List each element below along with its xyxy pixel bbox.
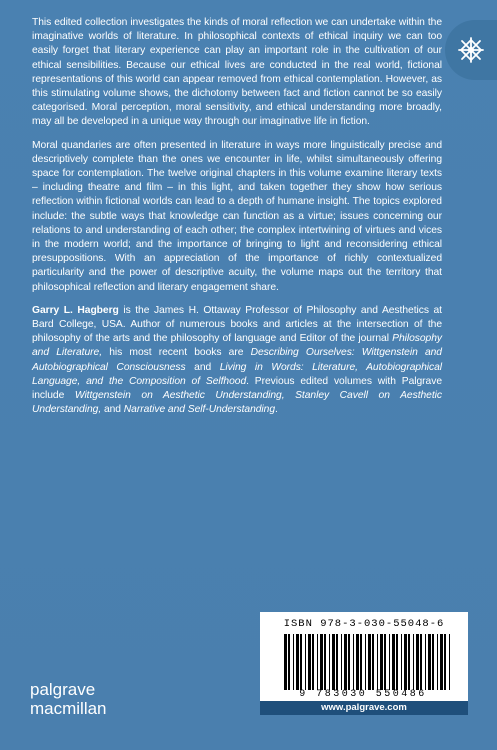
barcode-bar: [404, 634, 407, 690]
bio-text: his most recent books are: [102, 347, 251, 359]
barcode-bar: [372, 634, 374, 690]
publisher-url[interactable]: www.palgrave.com: [260, 701, 468, 715]
barcode-bar: [396, 634, 398, 690]
barcode-bar: [384, 634, 386, 690]
book-title: Narrative and Self-Understanding: [123, 404, 276, 416]
author-bio: [32, 304, 442, 418]
blurb-paragraph-2: Moral quandaries are often presented in literature in ways more linguistically precise and descriptively complete than the ones we encounter in life, whilst simultaneously offering space for contemplation. The twelve original chapters in this volume examine literary texts – including theatre and film – in this light, and taken together they show how serious reflection within fictional worlds can lead to a depth of humane insight. The topics explored include: the subtle ways that knowledge can function as a virtue; issues concerning our relations to and understanding of each other; the complex intertwining of virtues and vices in the modern world; and the importance of bringing to light and reconsidering ethical presuppositions. With an appreciation of the importance of richly contextualized particularity and the power of descriptive acuity, the volume maps out the territory that philosophical reflection and literary engagement share.: [32, 139, 442, 293]
barcode-bar: [428, 634, 431, 690]
barcode-box: [260, 612, 468, 712]
barcode-bar: [392, 634, 395, 690]
barcode-bar: [293, 634, 294, 690]
barcode-digits: 9 783030 550486: [299, 689, 427, 700]
barcode-bar: [425, 634, 426, 690]
barcode-bar: [401, 634, 402, 690]
barcode-bar: [380, 634, 383, 690]
barcode-bars: [282, 634, 454, 690]
barcode-bar: [336, 634, 338, 690]
barcode-bar: [368, 634, 371, 690]
barcode-bar: [432, 634, 434, 690]
barcode-bar: [317, 634, 318, 690]
barcode-bar: [324, 634, 326, 690]
barcode-bar: [288, 634, 290, 690]
bio-text: .: [275, 404, 278, 416]
barcode-bar: [329, 634, 330, 690]
springer-logo-icon: [445, 20, 497, 80]
barcode-bar: [284, 634, 287, 690]
bio-text: and: [101, 404, 124, 416]
barcode-bar: [300, 634, 302, 690]
barcode-bar: [341, 634, 342, 690]
barcode-bar: [413, 634, 414, 690]
barcode-bar: [449, 634, 450, 690]
barcode-bar: [312, 634, 314, 690]
bio-text: is the James H. Ottaway Professor of Philosophy and Aesthetics at Bard College, USA. Author of numerous books and articles at the intersection of the philosophy of the arts and the philosophy of language and Editor of the journal: [32, 304, 442, 345]
book-title: Describing Ourselves: Wittgenstein and Autobiographical Consciousness: [32, 347, 442, 373]
barcode-bar: [308, 634, 311, 690]
barcode-bar: [389, 634, 390, 690]
barcode-bar: [332, 634, 335, 690]
barcode-bar: [365, 634, 366, 690]
barcode-bar: [356, 634, 359, 690]
journal-title: Philosophy and Literature,: [32, 333, 442, 359]
isbn-label: ISBN 978-3-030-55048-6: [283, 618, 445, 630]
publisher-logo: [30, 680, 107, 718]
publisher-line-2: macmillan: [30, 699, 107, 718]
barcode-bar: [444, 634, 446, 690]
author-name: Garry L. Hagberg: [32, 304, 119, 316]
barcode-bar: [305, 634, 306, 690]
blurb-text: [32, 16, 442, 426]
barcode-bar: [353, 634, 354, 690]
barcode-bar: [420, 634, 422, 690]
bio-text: . Previous edited volumes with Palgrave include: [32, 375, 442, 402]
barcode-bar: [377, 634, 378, 690]
publisher-line-1: palgrave: [30, 680, 96, 699]
barcode-bar: [320, 634, 323, 690]
barcode-bar: [437, 634, 438, 690]
bio-text: and: [185, 361, 220, 373]
barcode-bar: [348, 634, 350, 690]
blurb-paragraph-1: This edited collection investigates the kinds of moral reflection we can undertake within the imaginative worlds of literature. In philosophical contexts of ethical inquiry we can too easily forget that literary experience can play an important role in the cultivation of our ethical sensibilities. Because our ethical lives are conducted in the real world, fictional representations of this world can appear removed from ethical contemplation. However, as this stimulating volume shows, the dichotomy between fact and fiction cannot be so easily categorised. Moral perception, moral sensitivity, and ethical understanding more broadly, may all be developed in a unique way through our imaginative life in fiction.: [32, 17, 442, 128]
barcode-bar: [440, 634, 443, 690]
book-title: Living in Words: Literature, Autobiographical Language, and the Composition of Selfhood: [32, 361, 442, 387]
barcode-bar: [360, 634, 362, 690]
barcode-bar: [344, 634, 347, 690]
barcode-bar: [416, 634, 419, 690]
barcode-bar: [408, 634, 410, 690]
book-title: Wittgenstein on Aesthetic Understanding, Stanley Cavell on Aesthetic Understanding,: [32, 390, 443, 416]
barcode-bar: [296, 634, 299, 690]
